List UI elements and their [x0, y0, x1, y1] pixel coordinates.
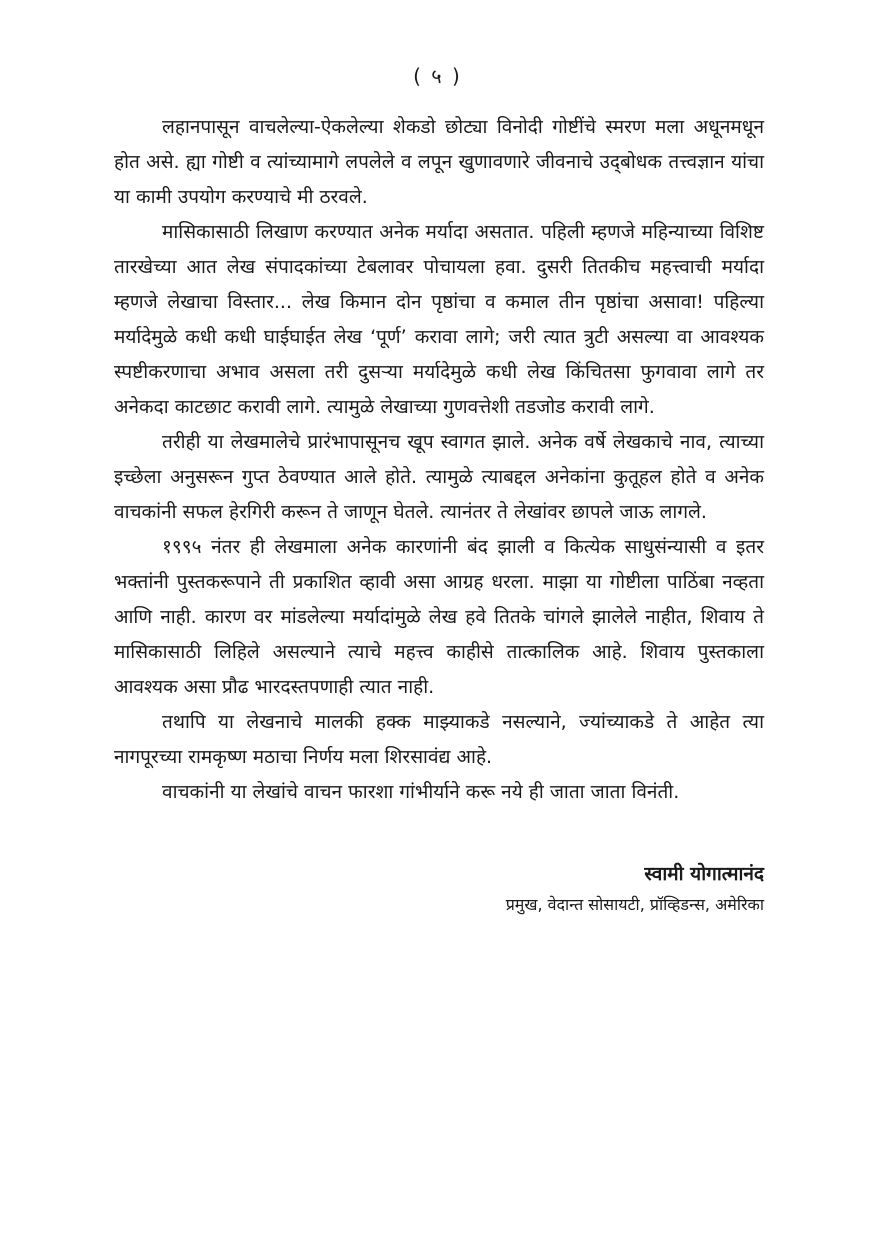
signature-name: स्वामी योगात्मानंद	[644, 863, 764, 885]
page-number: ( ५ )	[413, 64, 462, 88]
paragraph-6: वाचकांनी या लेखांचे वाचन फारशा गांभीर्याने करू नये ही जाता जाता विनंती.	[162, 781, 680, 803]
preface-body	[114, 110, 764, 810]
paragraph-5: तथापि या लेखनाचे मालकी हक्क माझ्याकडे नसल्याने, ज्यांच्याकडे ते आहेत त्या नागपूरच्या रामकृष्ण मठाचा निर्णय मला शिरसावंद्य आहे.	[114, 711, 764, 768]
paragraph-2: मासिकासाठी लिखाण करण्यात अनेक मर्यादा असतात. पहिली म्हणजे महिन्याच्या विशिष्ट तारखेच्या आत लेख संपादकांच्या टेबलावर पोचायला हवा. दुसरी तितकीच महत्त्वाची मर्यादा म्हणजे लेखाचा विस्तार... लेख किमान दोन पृष्ठांचा व कमाल तीन पृष्ठांचा असावा! पहिल्या मर्यादेमुळे कधी कधी घाईघाईत लेख ‘पूर्ण’ करावा लागे; जरी त्यात त्रुटी असल्या वा आवश्यक स्पष्टीकरणाचा अभाव असला तरी दुसऱ्या मर्यादेमुळे कधी लेख किंचितसा फुगवावा लागे तर अनेकदा काटछाट करावी लागे. त्यामुळे लेखाच्या गुणवत्तेशी तडजोड करावी लागे.	[114, 221, 764, 418]
signature-title: प्रमुख, वेदान्त सोसायटी, प्रॉव्हिडन्स, अमेरिका	[505, 895, 764, 914]
paragraph-4: १९९५ नंतर ही लेखमाला अनेक कारणांनी बंद झाली व कित्येक साधुसंन्यासी व इतर भक्तांनी पुस्तकरूपाने ती प्रकाशित व्हावी असा आग्रह धरला. माझा या गोष्टीला पाठिंबा नव्हता आणि नाही. कारण वर मांडलेल्या मर्यादांमुळे लेख हवे तितके चांगले झालेले नाहीत, शिवाय ते मासिकासाठी लिहिले असल्याने त्याचे महत्त्व काहीसे तात्कालिक आहे. शिवाय पुस्तकाला आवश्यक असा प्रौढ भारदस्तपणाही त्यात नाही.	[114, 536, 764, 698]
paragraph-3: तरीही या लेखमालेचे प्रारंभापासूनच खूप स्वागत झाले. अनेक वर्षे लेखकाचे नाव, त्याच्या इच्छेला अनुसरून गुप्त ठेवण्यात आले होते. त्यामुळे त्याबद्दल अनेकांना कुतूहल होते व अनेक वाचकांनी सफल हेरगिरी करून ते जाणून घेतले. त्यानंतर ते लेखांवर छापले जाऊ लागले.	[114, 431, 764, 523]
paragraph-1: लहानपासून वाचलेल्या-ऐकलेल्या शेकडो छोट्या विनोदी गोष्टींचे स्मरण मला अधूनमधून होत असे. ह्या गोष्टी व त्यांच्यामागे लपलेले व लपून खुणावणारे जीवनाचे उद्‌बोधक तत्त्वज्ञान यांचा या कामी उपयोग करण्याचे मी ठरवले.	[114, 116, 764, 208]
signature-block	[114, 858, 764, 920]
